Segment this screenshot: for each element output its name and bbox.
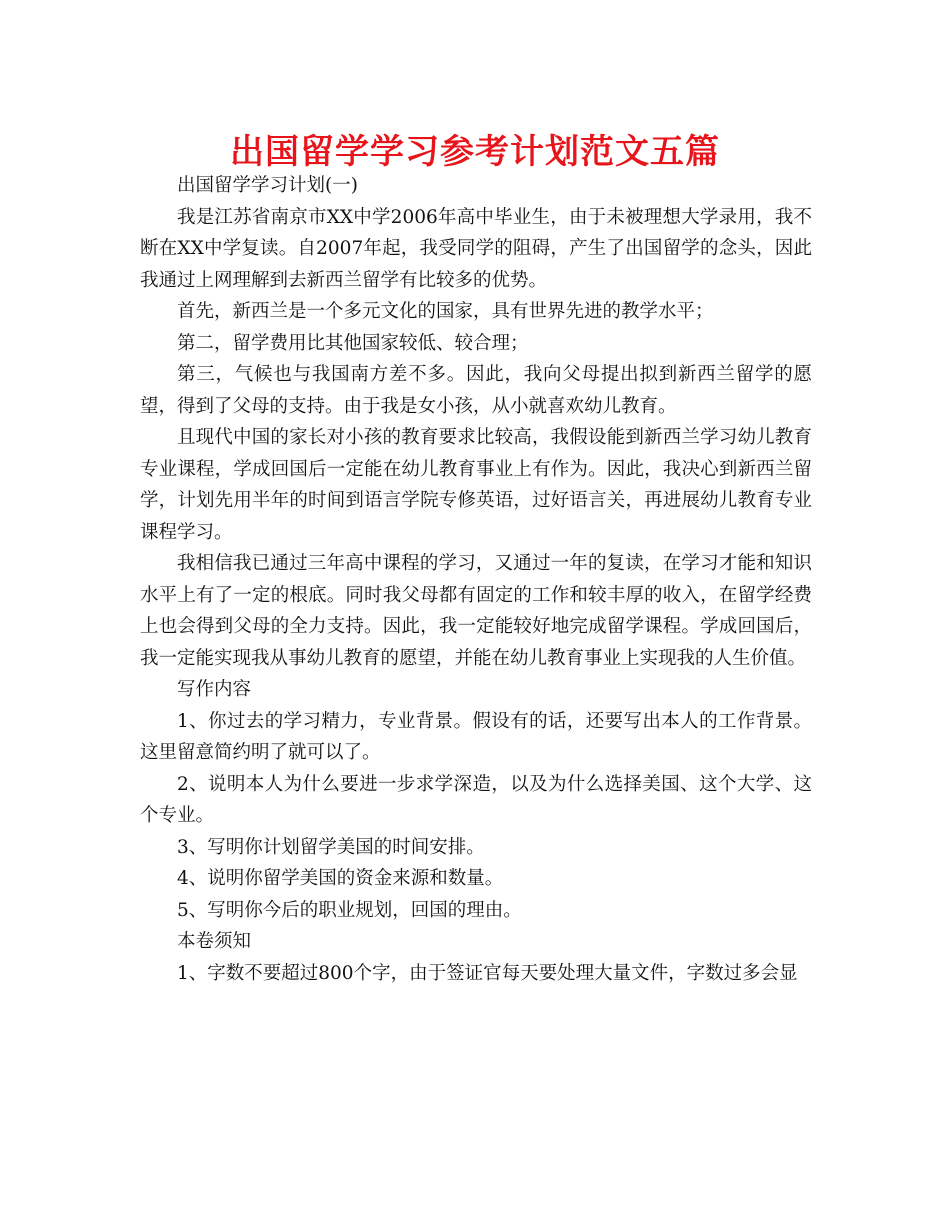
list-item: 1、你过去的学习精力，专业背景。假设有的话，还要写出本人的工作背景。这里留意简约明了就可以了。	[140, 710, 812, 763]
list-item: 3、写明你计划留学美国的时间安排。	[177, 836, 485, 858]
section-heading: 出国留学学习计划(一)	[177, 175, 358, 196]
list-item: 1、字数不要超过800个字，由于签证官每天要处理大量文件，字数过多会显	[177, 962, 798, 984]
paragraph: 我相信我已通过三年高中课程的学习，又通过一年的复读，在学习才能和知识水平上有了一定的根底。同时我父母都有固定的工作和较丰厚的收入，在留学经费上也会得到父母的全力支持。因此，我一定能较好地完成留学课程。学成回国后，我一定能实现我从事幼儿教育的愿望，并能在幼儿教育事业上实现我的人生价值。	[140, 553, 812, 669]
document-body	[140, 170, 812, 989]
list-item: 4、说明你留学美国的资金来源和数量。	[177, 868, 504, 889]
paragraph: 首先，新西兰是一个多元文化的国家，具有世界先进的教学水平；	[177, 301, 714, 322]
section-heading: 本卷须知	[177, 931, 252, 952]
paragraph: 第二，留学费用比其他国家较低、较合理；	[177, 332, 529, 354]
list-item: 5、写明你今后的职业规划，回国的理由。	[177, 899, 522, 921]
section-heading: 写作内容	[177, 679, 252, 700]
paragraph: 且现代中国的家长对小孩的教育要求比较高，我假设能到新西兰学习幼儿教育专业课程，学成回国后一定能在幼儿教育事业上有作为。因此，我决心到新西兰留学，计划先用半年的时间到语言学院专修英语，过好语言关，再进展幼儿教育专业课程学习。	[140, 427, 812, 543]
paragraph: 第三，气候也与我国南方差不多。因此，我向父母提出拟到新西兰留学的愿望，得到了父母的支持。由于我是女小孩，从小就喜欢幼儿教育。	[140, 364, 812, 417]
list-item: 2、说明本人为什么要进一步求学深造，以及为什么选择美国、这个大学、这个专业。	[140, 773, 812, 826]
paragraph: 我是江苏省南京市XX中学2006年高中毕业生，由于未被理想大学录用，我不断在XX中学复读。自2007年起，我受同学的阻碍，产生了出国留学的念头，因此我通过上网理解到去新西兰留学有比较多的优势。	[140, 206, 812, 291]
document-title: 出国留学学习参考计划范文五篇	[230, 132, 720, 172]
